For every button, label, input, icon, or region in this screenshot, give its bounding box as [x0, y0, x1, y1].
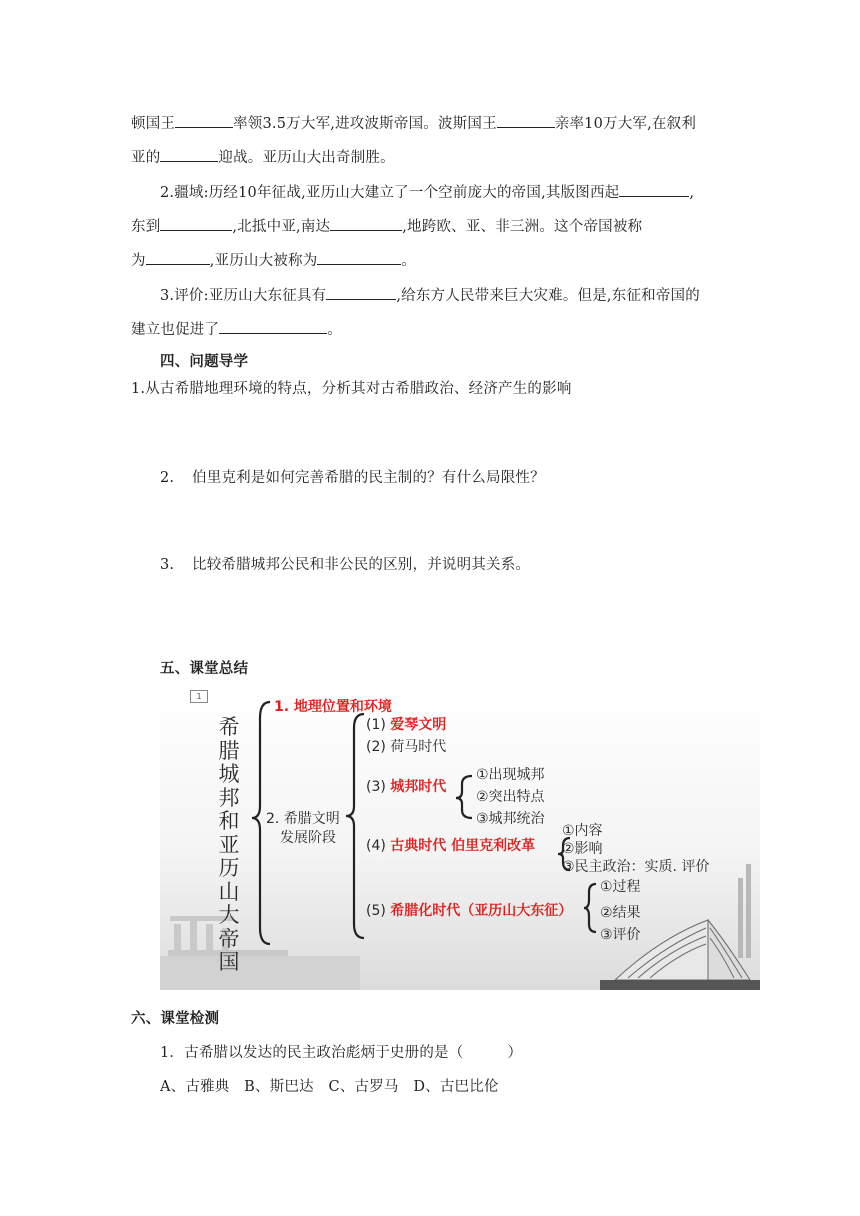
blank-macedon-king[interactable]	[175, 113, 233, 128]
test-question-1: 1．古希腊以发达的民主政治彪炳于史册的是（ ）	[160, 1045, 523, 1061]
question-2: 2. 伯里克利是如何完善希腊的民主制的？有什么局限性？	[160, 470, 545, 486]
city-state-item-1: ①出现城邦	[476, 767, 545, 783]
section5-heading: 五、课堂总结	[160, 661, 249, 677]
classical-item-1: ①内容	[562, 823, 603, 839]
hellenistic-item-2: ②结果	[600, 905, 641, 921]
blank-campaign-nature[interactable]	[326, 285, 396, 300]
blank-persian-king[interactable]	[497, 113, 555, 128]
bar-decoration-icon	[738, 864, 751, 958]
hellenistic-item-1: ①过程	[600, 879, 641, 895]
para3-line2: 建立也促进了 。	[131, 318, 342, 339]
para2-line2: 东到 ,北抵中亚,南达 ,地跨欧、亚、非三洲。这个帝国被称	[131, 215, 642, 236]
stage-2: (2) 荷马时代	[366, 739, 447, 755]
stage-1: (1) 爱琴文明	[366, 717, 447, 733]
city-state-item-2: ②突出特点	[476, 789, 545, 805]
stage-3: (3) 城邦时代	[366, 779, 447, 795]
para1-line1: 顿国王 率领3.5万大军,进攻波斯帝国。波斯国王 亲率10万大军,在叙利	[131, 112, 696, 133]
branch-development: 2. 希腊文明	[266, 811, 340, 827]
stage-4: (4) 古典时代 伯里克利改革	[366, 838, 536, 854]
question-3: 3. 比较希腊城邦公民和非公民的区别，并说明其关系。	[160, 557, 531, 573]
slide-number: 1	[190, 690, 208, 703]
classical-item-2: ②影响	[562, 841, 603, 857]
para3-line1: 3.评价:亚历山大东征具有 ,给东方人民带来巨大灾难。但是,东征和帝国的	[160, 284, 700, 305]
blank-east-border[interactable]	[160, 216, 232, 231]
blank-battle-site[interactable]	[160, 147, 218, 162]
blank-promoted[interactable]	[219, 319, 327, 334]
blank-south-border[interactable]	[330, 216, 402, 231]
summary-mindmap	[160, 688, 760, 990]
city-state-item-3: ③城邦统治	[476, 811, 545, 827]
para2-line3: 为 ,亚历山大被称为 。	[131, 249, 416, 270]
classical-item-3: ③民主政治：实质. 评价	[562, 859, 710, 875]
mindmap-title: 希腊城邦和亚历山大帝国	[218, 715, 240, 974]
para1-line2: 亚的 迎战。亚历山大出奇制胜。	[131, 146, 395, 167]
blank-empire-name[interactable]	[146, 250, 210, 265]
blank-west-border[interactable]	[619, 182, 689, 197]
blank-alexander-title[interactable]	[317, 250, 401, 265]
para2-line1: 2.疆域:历经10年征战,亚历山大建立了一个空前庞大的帝国,其版图西起 ,	[160, 181, 694, 202]
question-1: 1.从古希腊地理环境的特点，分析其对古希腊政治、经济产生的影响	[131, 381, 572, 397]
branch-geography: 1. 地理位置和环境	[274, 699, 392, 715]
section6-heading: 六、课堂检测	[131, 1011, 220, 1027]
test-question-1-options: A、古雅典 B、斯巴达 C、古罗马 D、古巴比伦	[160, 1079, 499, 1095]
branch-development-l2: 发展阶段	[280, 830, 336, 846]
section4-heading: 四、问题导学	[160, 354, 249, 370]
hellenistic-item-3: ③评价	[600, 927, 641, 943]
stage-5: (5) 希腊化时代（亚历山大东征）	[366, 903, 573, 919]
